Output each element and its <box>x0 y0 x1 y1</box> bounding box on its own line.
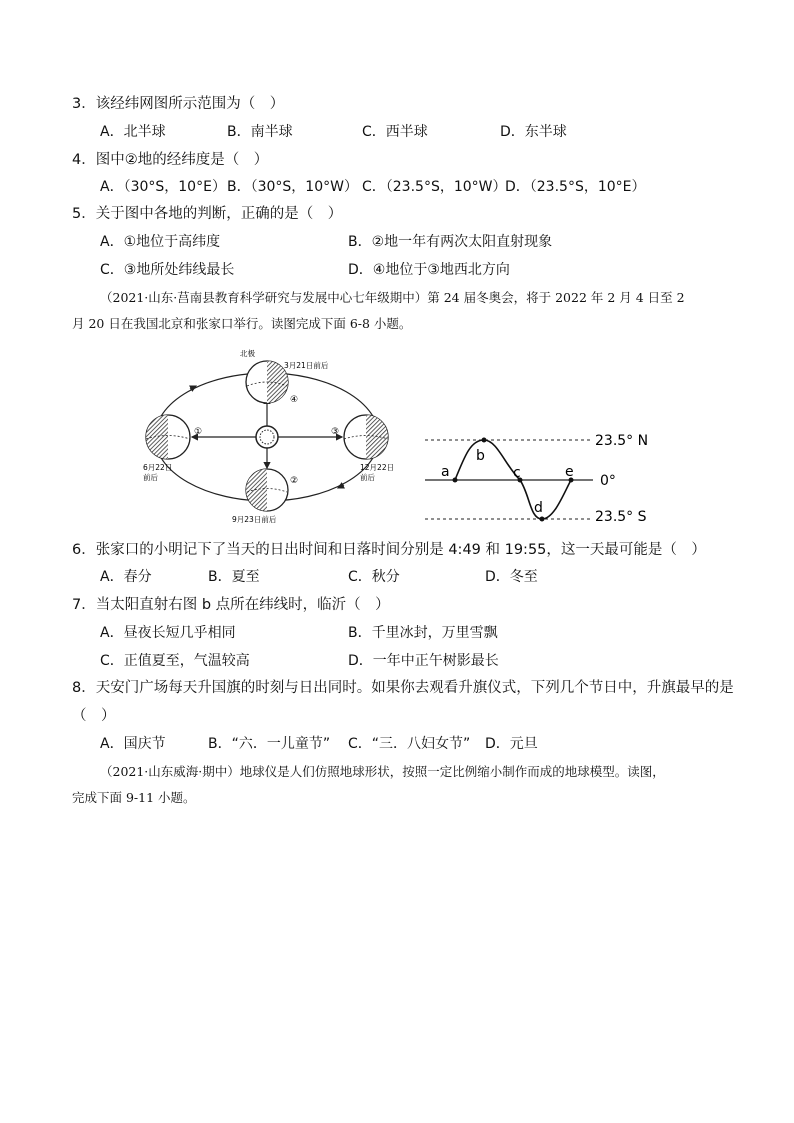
question-8-option-a: A．国庆节 <box>100 736 166 752</box>
label-n3: ③ <box>331 427 340 437</box>
sun-icon <box>256 426 278 448</box>
sun-direct-point-diagram <box>415 425 675 525</box>
earth-revolution-diagram <box>130 342 400 530</box>
label-north-pole: 北极 <box>240 349 255 358</box>
point-b: b <box>476 448 485 464</box>
earth-jun22 <box>146 415 190 459</box>
question-4-option-b: B．（30°S，10°W） <box>227 179 358 195</box>
question-5-stem: 5．关于图中各地的判断，正确的是（ ） <box>72 206 343 222</box>
question-4-option-d: D．（23.5°S，10°E） <box>505 179 646 195</box>
question-5-option-b: B．②地一年有两次太阳直射现象 <box>348 234 553 250</box>
question-7-option-a: A．昼夜长短几乎相同 <box>100 625 236 641</box>
question-4-option-c: C．（23.5°S，10°W） <box>362 179 507 195</box>
question-8-option-d: D．元旦 <box>485 736 538 752</box>
question-5-option-d: D．④地位于③地西北方向 <box>348 262 510 278</box>
question-6-option-a: A．春分 <box>100 569 152 585</box>
point-c: c <box>513 465 521 481</box>
question-5-option-a: A．①地位于高纬度 <box>100 234 221 250</box>
label-23n: 23.5° N <box>595 433 649 449</box>
point-d: d <box>534 500 543 516</box>
question-8-option-b: B．“六．一儿童节” <box>208 736 331 752</box>
label-23s: 23.5° S <box>595 509 647 525</box>
question-8-stem-cont: （ ） <box>72 708 116 724</box>
point-e: e <box>565 464 574 480</box>
question-8-option-c: C．“三．八妇女节” <box>348 736 471 752</box>
label-n4: ④ <box>290 395 299 405</box>
question-7-option-b: B．千里冰封，万里雪飘 <box>348 625 498 641</box>
intro-9-11-line-1: （2021·山东威海·期中）地球仪是人们仿照地球形状，按照一定比例缩小制作而成的地球模型。读图， <box>100 764 665 779</box>
label-dec22b: 前后 <box>360 473 375 482</box>
earth-sep23 <box>246 469 288 511</box>
earth-dec22 <box>344 415 388 459</box>
label-equator: 0° <box>600 473 616 489</box>
question-3-option-c: C．西半球 <box>362 124 428 140</box>
question-3-option-d: D．东半球 <box>500 124 567 140</box>
question-4-stem: 4．图中②地的经纬度是（ ） <box>72 152 269 168</box>
label-mar21: 3月21日前后 <box>284 361 329 370</box>
intro-6-8-line-1: （2021·山东·莒南县教育科学研究与发展中心七年级期中）第 24 届冬奥会，将于 2022 年 2 月 4 日至 2 <box>100 290 685 305</box>
question-8-stem: 8．天安门广场每天升国旗的时刻与日出同时。如果你去观看升旗仪式，下列几个节日中，升旗最早的是 <box>72 680 734 696</box>
question-4-option-a: A．（30°S，10°E） <box>100 179 226 195</box>
question-7-option-c: C．正值夏至，气温较高 <box>100 653 250 669</box>
earth-mar21 <box>246 361 288 403</box>
label-jun22: 6月22日 <box>143 463 173 472</box>
question-3-stem: 3．该经纬网图所示范围为（ ） <box>72 96 285 112</box>
point-a: a <box>441 464 450 480</box>
question-6-stem: 6．张家口的小明记下了当天的日出时间和日落时间分别是 4:49 和 19:55，这一天最可能是（ ） <box>72 542 706 558</box>
question-6-option-d: D．冬至 <box>485 569 538 585</box>
question-6-option-c: C．秋分 <box>348 569 400 585</box>
question-7-option-d: D．一年中正午树影最长 <box>348 653 499 669</box>
question-3-option-a: A．北半球 <box>100 124 166 140</box>
intro-9-11-line-2: 完成下面 9-11 小题。 <box>72 790 196 805</box>
label-sep23: 9月23日前后 <box>232 515 277 524</box>
label-jun22b: 前后 <box>143 473 158 482</box>
question-6-option-b: B．夏至 <box>208 569 260 585</box>
label-dec22: 12月22日 <box>360 463 395 472</box>
question-3-option-b: B．南半球 <box>227 124 293 140</box>
label-n1: ① <box>194 427 203 437</box>
question-5-option-c: C．③地所处纬线最长 <box>100 262 235 278</box>
intro-6-8-line-2: 月 20 日在我国北京和张家口举行。读图完成下面 6-8 小题。 <box>72 316 412 331</box>
label-n2: ② <box>290 476 299 486</box>
question-7-stem: 7．当太阳直射右图 b 点所在纬线时，临沂（ ） <box>72 597 390 613</box>
